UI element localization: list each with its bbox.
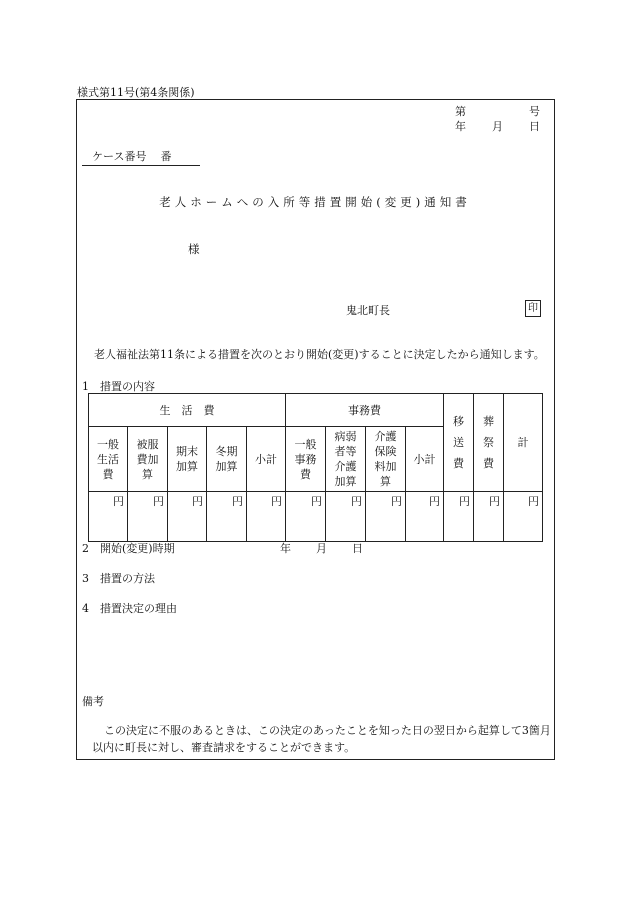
- header-office-subtotal: 小計: [406, 427, 444, 492]
- start-month: 月: [316, 542, 327, 555]
- header-general-office: 一般事務費: [286, 427, 326, 492]
- document-title: 老人ホームへの入所等措置開始(変更)通知書: [159, 195, 471, 209]
- date-month: 月: [492, 120, 503, 133]
- header-year-end-add: 期末加算: [168, 427, 207, 492]
- case-number-suffix: 番: [160, 150, 172, 163]
- amount-cell: 円: [366, 492, 406, 542]
- section-1-heading: 1 措置の内容: [82, 380, 155, 393]
- section-4-heading: 4 措置決定の理由: [82, 602, 177, 615]
- addressee-suffix: 様: [188, 242, 200, 256]
- amount-cell: 円: [444, 492, 474, 542]
- amount-cell: 円: [89, 492, 128, 542]
- amount-cell: 円: [207, 492, 247, 542]
- header-living-expenses: 生 活 費: [89, 394, 286, 427]
- amount-cell: 円: [406, 492, 444, 542]
- amount-cell: 円: [247, 492, 286, 542]
- header-clothing-add: 被服費加算: [128, 427, 168, 492]
- number-prefix: 第: [455, 105, 466, 118]
- header-general-living: 一般生活費: [89, 427, 128, 492]
- header-winter-add: 冬期加算: [207, 427, 247, 492]
- header-insurance-add: 介護保険料加算: [366, 427, 406, 492]
- measures-table: [88, 393, 543, 542]
- case-number-field: [82, 148, 200, 166]
- header-transport-cost: 移送費: [444, 394, 474, 492]
- seal-stamp: 印: [525, 300, 541, 317]
- date-year: 年: [455, 120, 466, 133]
- date-day: 日: [529, 120, 540, 133]
- notice-body: 老人福祉法第11条による措置を次のとおり開始(変更)することに決定したから通知します。: [94, 348, 545, 361]
- start-year: 年: [280, 542, 291, 555]
- amount-cell: 円: [168, 492, 207, 542]
- header-infirm-care-add: 病弱者等介護加算: [326, 427, 366, 492]
- header-living-subtotal: 小計: [247, 427, 286, 492]
- section-3-heading: 3 措置の方法: [82, 572, 155, 585]
- amount-cell: 円: [504, 492, 543, 542]
- amount-cell: 円: [286, 492, 326, 542]
- issuer-name: 鬼北町長: [346, 304, 390, 317]
- section-2-heading: 2 開始(変更)時期: [82, 542, 175, 555]
- header-office-expenses: 事務費: [286, 394, 444, 427]
- start-day: 日: [352, 542, 363, 555]
- header-funeral-cost: 葬祭費: [474, 394, 504, 492]
- form-number-label: 様式第11号(第4条関係): [77, 86, 195, 99]
- amount-cell: 円: [474, 492, 504, 542]
- amount-cell: 円: [128, 492, 168, 542]
- header-total: 計: [504, 394, 543, 492]
- notes-heading: 備考: [82, 695, 104, 708]
- number-suffix: 号: [529, 105, 540, 118]
- notes-text: この決定に不服のあるときは、この決定のあったことを知った日の翌日から起算して3箇月以内に町長に対し、審査請求をすることができます。: [92, 724, 551, 754]
- case-number-label: ケース番号: [92, 150, 147, 163]
- amount-cell: 円: [326, 492, 366, 542]
